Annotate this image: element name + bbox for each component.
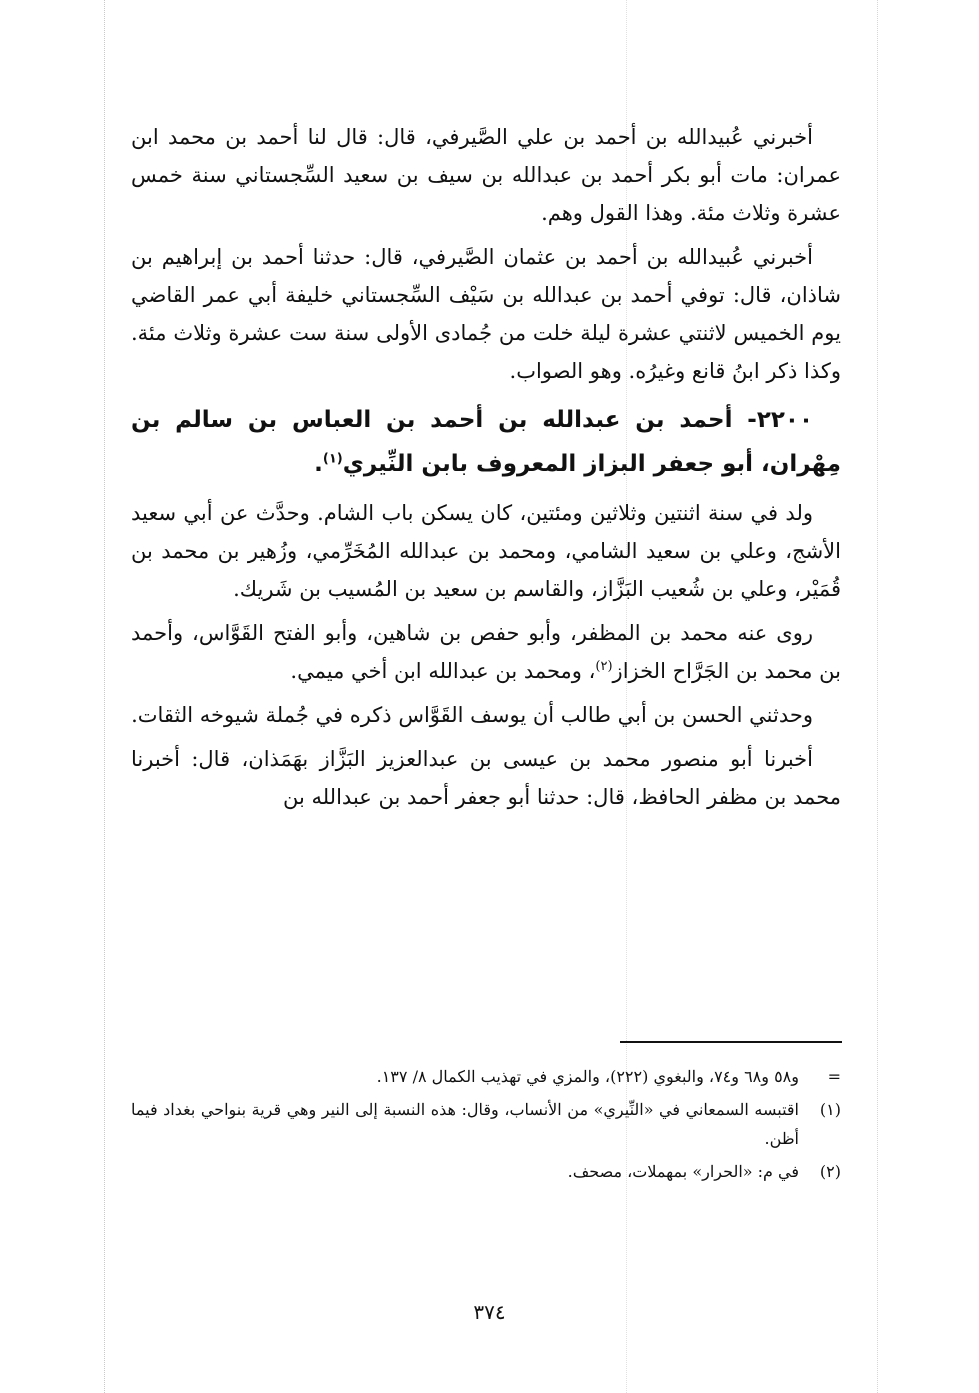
footnotes <box>131 1062 841 1190</box>
paragraph <box>131 614 841 690</box>
footnote-separator <box>620 1041 842 1043</box>
paragraph: أخبرني عُبيدالله بن أحمد بن عثمان الصَّيرفي، قال: حدثنا أحمد بن إبراهيم بن شاذان، قال: توفي أحمد بن عبدالله بن سَيْف السِّجستاني خليفة أبي عمر القاضي يوم الخميس لاثنتي عشرة ليلة خلت من جُمادى الأولى سنة ست عشرة وثلاث مئة. وكذا ذكر ابنُ قانع وغيرُه. وهو الصواب. <box>131 245 841 383</box>
footnote <box>131 1095 841 1153</box>
footnote-marker: (٢) <box>819 1162 841 1181</box>
paragraph: وحدثني الحسن بن أبي طالب أن يوسف القَوَّاس ذكره في جُملة شيوخه الثقات. <box>131 703 813 727</box>
footnote-marker: (١) <box>819 1100 841 1119</box>
paragraph: أخبرنا أبو منصور محمد بن عيسى بن عبدالعزيز البَزَّاز بهَمَذان، قال: أخبرنا محمد بن مظفر الحافظ، قال: حدثنا أبو جعفر أحمد بن عبدالله بن <box>131 747 841 809</box>
paragraph: ولد في سنة اثنتين وثلاثين ومئتين، كان يسكن باب الشام. وحدَّث عن أبي سعيد الأشج، وعلي بن سعيد الشامي، ومحمد بن عبدالله المُخَرِّمي، وزُهير بن محمد بن قُمَيْر، وعلي بن شُعيب البَزَّاز، والقاسم بن سعيد بن المُسيب بن شَريك. <box>131 501 841 601</box>
main-text <box>131 118 841 822</box>
footnote-text: اقتبسه السمعاني في «النِّيري» من الأنساب، وقال: هذه النسبة إلى النير وهي قرية بنواحي بغداد فيما أظن. <box>131 1100 799 1148</box>
paragraph: أخبرني عُبيدالله بن أحمد بن علي الصَّيرفي، قال: قال لنا أحمد بن محمد ابن عمران: مات أبو بكر أحمد بن عبدالله بن سيف بن سعيد السِّجستاني سنة خمس عشرة وثلاث مئة. وهذا القول وهم. <box>131 125 841 225</box>
footnote <box>131 1157 841 1186</box>
scan-artifact-line <box>877 0 878 1393</box>
heading-period: . <box>314 451 323 477</box>
entry-heading <box>131 398 841 486</box>
footnote-reference[interactable]: (١) <box>322 451 343 467</box>
footnote-text: في م: «الحرار» بمهملات، مصحف. <box>567 1162 799 1181</box>
footnote-reference[interactable]: (٢) <box>595 659 613 674</box>
paragraph-text: ، ومحمد بن عبدالله ابن أخي ميمي. <box>290 659 596 683</box>
footnote-marker: = <box>827 1067 841 1086</box>
page-number: ٣٧٤ <box>473 1300 506 1324</box>
paragraph-text: روى عنه محمد بن المظفر، وأبو حفص بن شاهين، وأبو الفتح القَوَّاس، وأحمد بن محمد بن الجَرَّاح الخزاز <box>131 621 841 683</box>
footnote <box>131 1062 841 1091</box>
scan-artifact-line <box>104 0 105 1393</box>
entry-heading-text: ٢٢٠٠- أحمد بن عبدالله بن أحمد بن العباس بن سالم بن مِهْران، أبو جعفر البزاز المعروف بابن النِّيري <box>131 407 841 477</box>
footnote-text: و٥٨ و٦٨ و٧٤، والبغوي (٢٢٢)، والمزي في تهذيب الكمال ٨/ ١٣٧. <box>376 1067 799 1086</box>
